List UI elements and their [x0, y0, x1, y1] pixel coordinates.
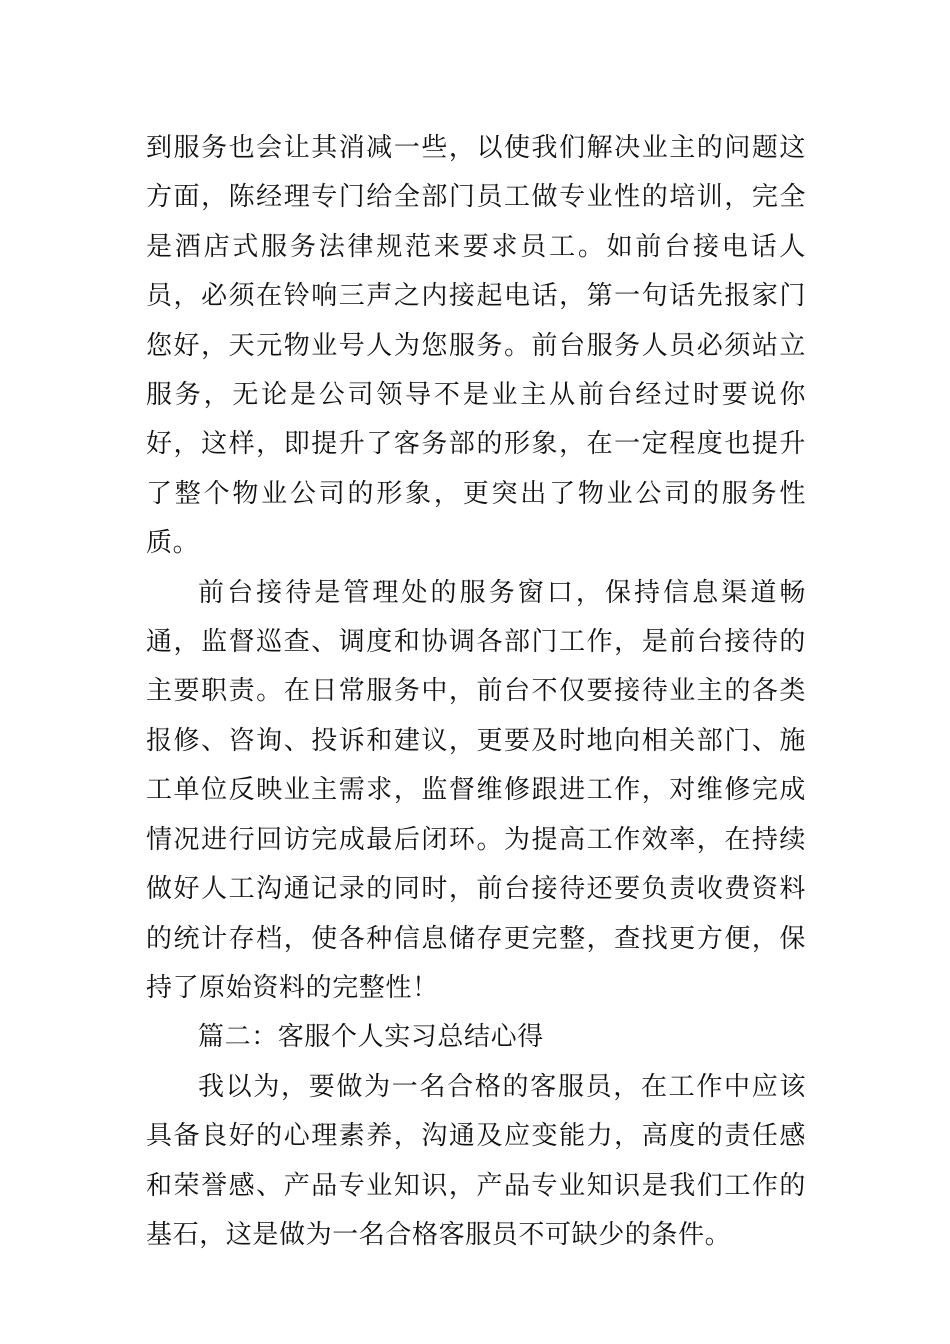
section-heading: 篇二：客服个人实习总结心得 — [198, 1022, 544, 1053]
paragraph-3: 我以为，要做为一名合格的客服员，在工作中应该具备良好的心理素养，沟通及应变能力，高度的责任感和荣誉感、产品专业知识，产品专业知识是我们工作的基石，这是做为一名合格客服员不可缺少的条件。 — [146, 1071, 806, 1250]
document-body — [146, 124, 806, 1260]
paragraph-2: 前台接待是管理处的服务窗口，保持信息渠道畅通，监督巡查、调度和协调各部门工作，是前台接待的主要职责。在日常服务中，前台不仅要接待业主的各类报修、咨询、投诉和建议，更要及时地向相关部门、施工单位反映业主需求，监督维修跟进工作，对维修完成情况进行回访完成最后闭环。为提高工作效率，在持续做好人工沟通记录的同时，前台接待还要负责收费资料的统计存档，使各种信息储存更完整，查找更方便，保持了原始资料的完整性！ — [146, 577, 806, 1003]
paragraph-1: 到服务也会让其消减一些，以使我们解决业主的问题这方面，陈经理专门给全部门员工做专业性的培训，完全是酒店式服务法律规范来要求员工。如前台接电话人员，必须在铃响三声之内接起电话，第一句话先报家门您好，天元物业号人为您服务。前台服务人员必须站立服务，无论是公司领导不是业主从前台经过时要说你好，这样，即提升了客务部的形象，在一定程度也提升了整个物业公司的形象，更突出了物业公司的服务性质。 — [146, 133, 806, 559]
